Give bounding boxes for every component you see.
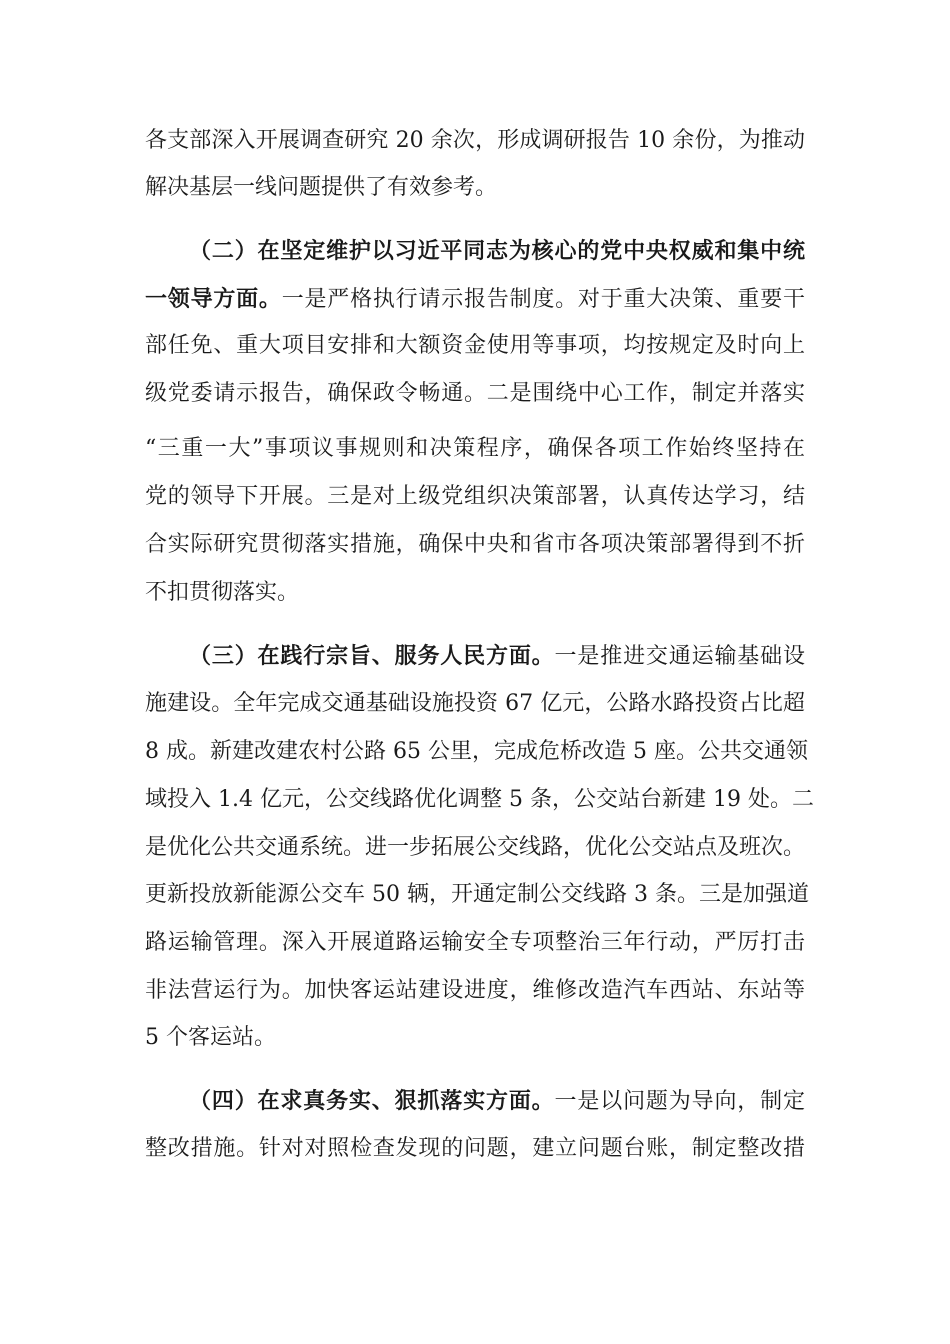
- body-text: 是优化公共交通系统。进一步拓展公交线路，优化公交站点及班次。: [145, 835, 806, 860]
- body-text: 路运输管理。深入开展道路运输安全专项整治三年行动，严厉打击: [145, 930, 805, 955]
- text-line: [145, 1134, 805, 1164]
- text-line: [145, 689, 805, 719]
- text-line: [145, 578, 805, 608]
- body-text: 部任免、重大项目安排和大额资金使用等事项，均按规定及时向上: [145, 333, 805, 358]
- text-line: [145, 236, 805, 266]
- text-line: [145, 928, 805, 958]
- body-text: 更新投放新能源公交车 50 辆，开通定制公交线路 3 条。三是加强道: [145, 882, 809, 907]
- text-line: [145, 833, 805, 863]
- body-text: 域投入 1.4 亿元，公交线路优化调整 5 条，公交站台新建 19 处。二: [145, 787, 814, 812]
- body-text: 非法营运行为。加快客运站建设进度，维修改造汽车西站、东站等: [145, 978, 805, 1003]
- text-line: [145, 976, 805, 1006]
- text-line: [145, 379, 805, 409]
- section-heading: （四）在求真务实、狠抓落实方面。: [189, 1088, 555, 1114]
- section-heading: 一领导方面。: [145, 286, 282, 312]
- body-text: 一是严格执行请示报告制度。对于重大决策、重要干: [281, 287, 805, 312]
- text-line: [145, 173, 805, 203]
- body-text: “三重一大”事项议事规则和决策程序，确保各项工作始终坚持在: [145, 436, 805, 461]
- text-line: [145, 737, 808, 767]
- body-text: 一是以问题为导向，制定: [554, 1089, 805, 1114]
- text-line: [145, 785, 814, 815]
- section-heading: （三）在践行宗旨、服务人民方面。: [189, 643, 555, 669]
- body-text: 8 成。新建改建农村公路 65 公里，完成危桥改造 5 座。公共交通领: [145, 739, 808, 764]
- body-text: 施建设。全年完成交通基础设施投资 67 亿元，公路水路投资占比超: [145, 691, 805, 716]
- text-line: [145, 284, 805, 314]
- text-line: [145, 434, 805, 464]
- body-text: 5 个客运站。: [145, 1025, 276, 1050]
- body-text: 解决基层一线问题提供了有效参考。: [145, 175, 498, 200]
- text-line: [145, 126, 805, 156]
- text-line: [145, 331, 805, 361]
- body-text: 合实际研究贯彻落实措施，确保中央和省市各项决策部署得到不折: [145, 532, 805, 557]
- body-text: 级党委请示报告，确保政令畅通。二是围绕中心工作，制定并落实: [145, 381, 805, 406]
- section-heading: （二）在坚定维护以习近平同志为核心的党中央权威和集中统: [189, 238, 805, 264]
- text-line: [145, 1023, 805, 1053]
- body-text: 一是推进交通运输基础设: [554, 644, 805, 669]
- text-line: [145, 482, 805, 512]
- text-line: [145, 530, 805, 560]
- body-text: 不扣贯彻落实。: [145, 580, 300, 605]
- body-text: 党的领导下开展。三是对上级党组织决策部署，认真传达学习，结: [145, 484, 805, 509]
- body-text: 各支部深入开展调查研究 20 余次，形成调研报告 10 余份，为推动: [145, 128, 805, 153]
- text-line: [145, 1086, 805, 1116]
- text-line: [145, 641, 805, 671]
- body-text: 整改措施。针对对照检查发现的问题，建立问题台账，制定整改措: [145, 1136, 805, 1161]
- text-line: [145, 880, 809, 910]
